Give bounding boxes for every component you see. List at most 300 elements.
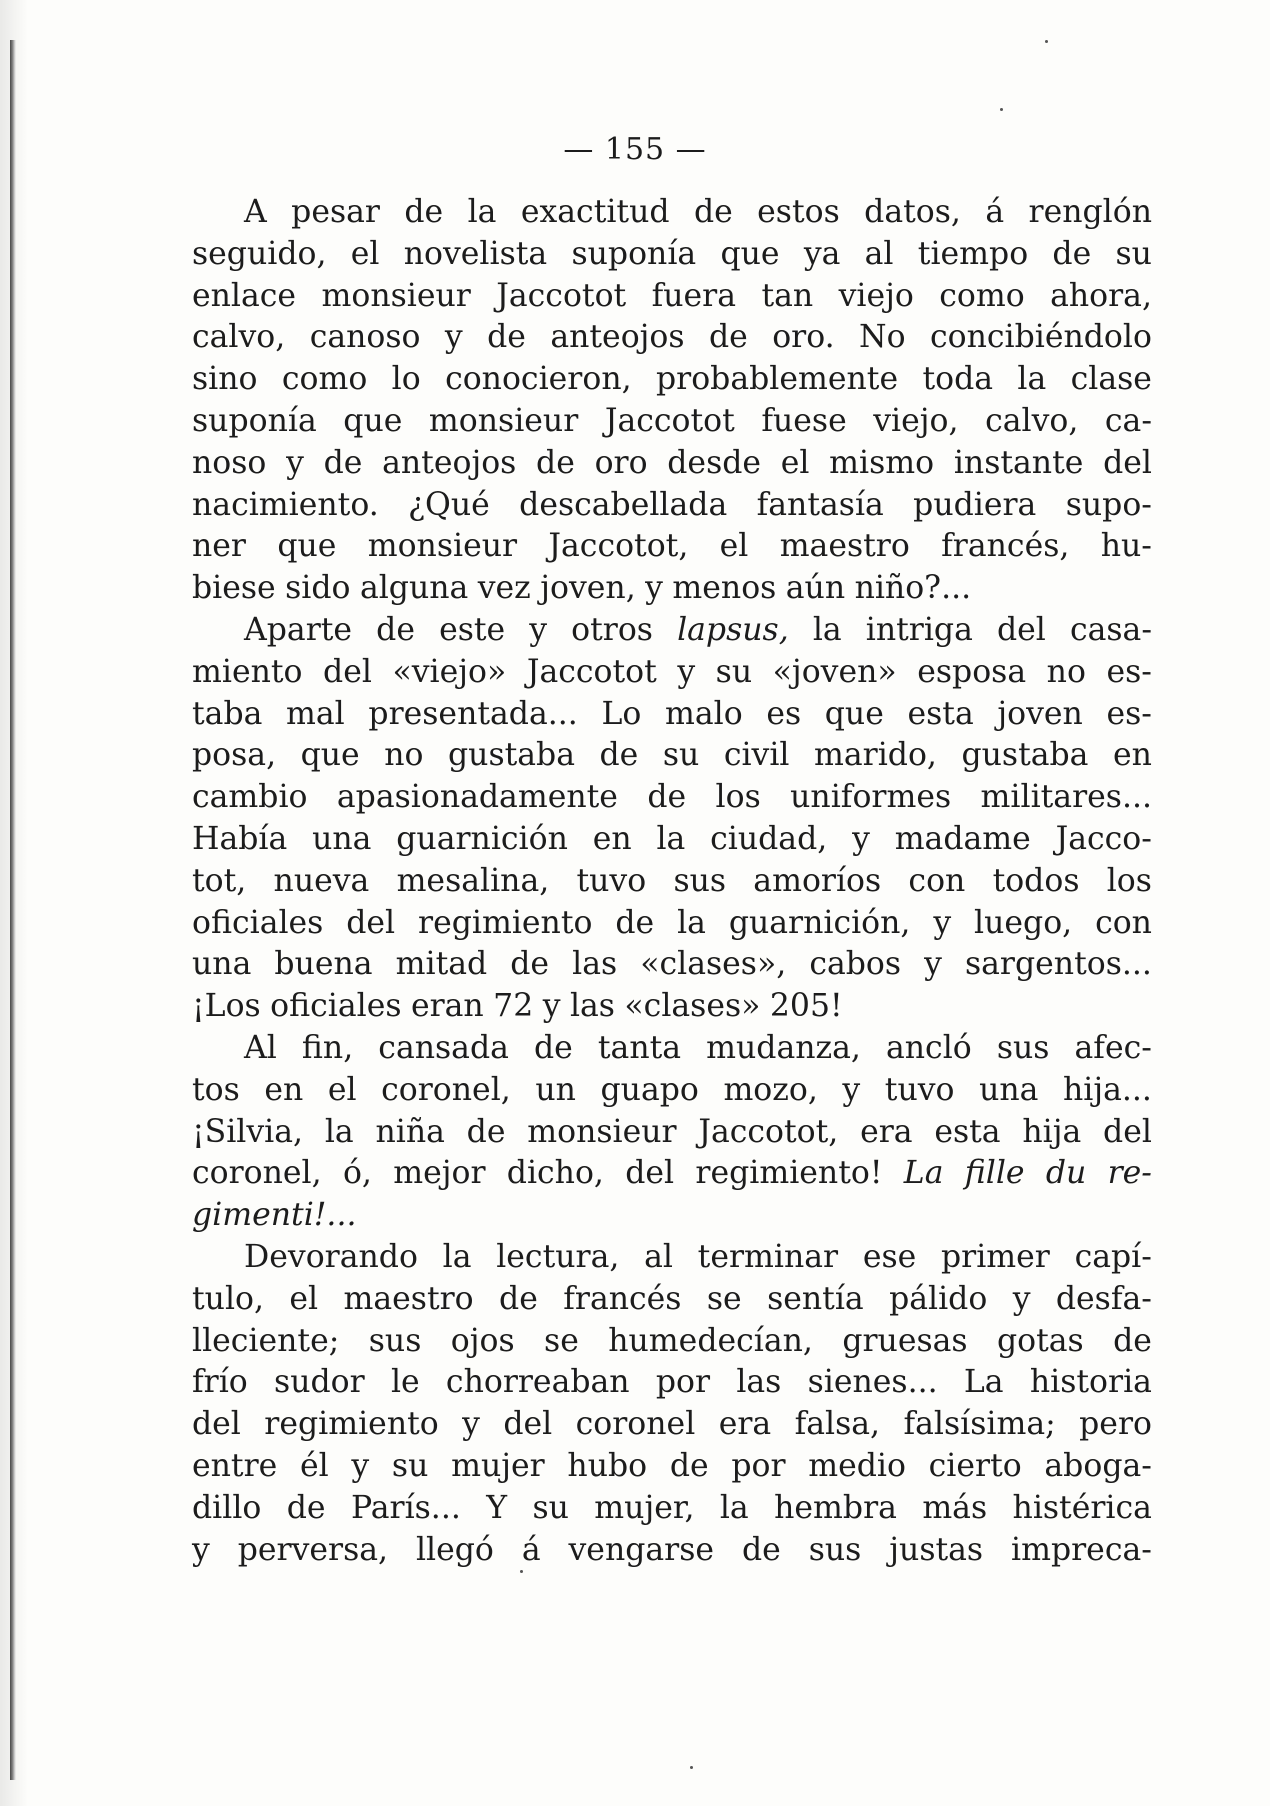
word: y	[677, 653, 696, 690]
word: las	[572, 946, 618, 983]
word: joven	[997, 695, 1083, 732]
word: lleciente;	[192, 1322, 340, 1359]
italic-word: du	[1045, 1155, 1087, 1192]
word: ojos	[450, 1322, 515, 1359]
word: por	[655, 1364, 711, 1401]
word: gotas	[996, 1322, 1084, 1359]
word: regimiento	[264, 1406, 439, 1443]
word: y	[924, 946, 942, 983]
word: viejo,	[873, 402, 959, 439]
word: pesar	[291, 194, 380, 230]
italic-word: fille	[964, 1155, 1025, 1192]
word: de	[1052, 235, 1092, 272]
word: ¡Los	[192, 988, 261, 1025]
word: de	[466, 1113, 506, 1150]
word: Jacco-	[1055, 820, 1152, 857]
word: La	[963, 1364, 1004, 1401]
word: niña	[375, 1113, 445, 1150]
text-line	[192, 359, 1152, 401]
word: fuera	[651, 277, 737, 314]
text-line	[192, 1070, 1152, 1112]
word: luego,	[974, 904, 1073, 941]
word: impreca-	[1011, 1531, 1152, 1568]
word: monsieur	[367, 528, 518, 565]
word: la	[719, 1489, 749, 1526]
word: la	[677, 904, 706, 941]
word: 205!	[769, 988, 843, 1025]
word: y	[529, 611, 548, 648]
word: mitad	[395, 946, 488, 983]
word: aún	[785, 570, 846, 607]
word: de	[323, 444, 363, 481]
word: con	[908, 862, 966, 899]
word: su	[715, 653, 753, 690]
word: dicho,	[506, 1155, 604, 1192]
word: él	[300, 1447, 329, 1484]
word: pudiera	[913, 486, 1037, 523]
word: se	[706, 1280, 742, 1317]
word: calvo,	[192, 319, 286, 356]
word: pálido	[889, 1280, 988, 1317]
word: concibiéndolo	[929, 319, 1152, 356]
word: el	[719, 528, 749, 565]
word: y	[444, 319, 463, 356]
word: de	[741, 1531, 781, 1568]
text-line	[192, 861, 1152, 903]
word: aboga-	[1044, 1447, 1152, 1484]
text-line	[192, 1195, 1152, 1237]
word: posa,	[192, 737, 277, 774]
word: es-	[1106, 695, 1152, 732]
word: de	[536, 444, 575, 481]
word: monsieur	[428, 402, 579, 439]
word: falsa,	[794, 1406, 881, 1443]
word: madame	[894, 820, 1031, 857]
word: Lo	[601, 695, 642, 732]
text-line	[192, 1279, 1152, 1321]
word: mujer,	[594, 1489, 695, 1526]
word: otros	[571, 611, 653, 648]
text-line	[192, 819, 1152, 861]
word: tiempo	[917, 235, 1029, 272]
word: mujer	[451, 1447, 545, 1484]
word: amoríos	[753, 862, 882, 899]
word: como	[939, 277, 1025, 314]
word: canoso	[309, 319, 421, 356]
word: conocieron,	[445, 361, 632, 398]
word: coronel	[575, 1406, 696, 1443]
word: del	[625, 1155, 675, 1192]
word: casa-	[1069, 611, 1152, 648]
word: vengarse	[568, 1531, 715, 1568]
word: histérica	[1012, 1489, 1152, 1526]
word: No	[859, 319, 906, 356]
word: tuvo	[576, 862, 647, 899]
text-line	[192, 1362, 1152, 1404]
text-line	[192, 1488, 1152, 1530]
paper-speck	[1045, 40, 1048, 43]
text-line	[192, 485, 1152, 527]
word: cabos	[809, 946, 902, 983]
word: regimiento	[418, 904, 593, 941]
word: novelista	[403, 235, 548, 272]
word: exactitud	[520, 194, 670, 230]
italic-word: lapsus,	[677, 611, 789, 648]
text-line	[192, 944, 1152, 986]
word: del	[996, 611, 1046, 648]
text-line	[192, 1112, 1152, 1154]
word: supo-	[1065, 486, 1152, 523]
word: biese	[192, 570, 276, 607]
word: tanta	[597, 1029, 682, 1066]
word: mozo,	[723, 1071, 818, 1108]
word: 72	[493, 988, 534, 1025]
word: tos	[192, 1071, 240, 1108]
text-line	[192, 735, 1152, 777]
word: militares...	[980, 779, 1152, 816]
word: de	[510, 946, 550, 983]
word: mejor	[393, 1155, 486, 1192]
word: afec-	[1074, 1029, 1152, 1066]
word: ese	[862, 1238, 917, 1275]
text-line	[192, 652, 1152, 694]
word: París...	[350, 1489, 461, 1526]
word: sargentos...	[964, 946, 1152, 983]
word: entre	[192, 1447, 278, 1484]
text-line	[192, 986, 1152, 1028]
word: del	[192, 1406, 241, 1443]
word: se	[544, 1322, 579, 1359]
word: le	[390, 1364, 420, 1401]
word: «clases»	[624, 988, 761, 1025]
word: y	[542, 988, 561, 1025]
word: y	[286, 444, 304, 481]
text-line	[192, 401, 1152, 443]
word: coronel,	[192, 1155, 322, 1192]
word: monsieur	[321, 277, 471, 314]
body-text	[192, 192, 1152, 1571]
word: al	[864, 235, 894, 272]
word: Al	[244, 1029, 277, 1066]
word: mismo	[829, 444, 935, 481]
word: y	[933, 904, 952, 941]
word: fuese	[761, 402, 847, 439]
word: mesalina,	[396, 862, 550, 899]
text-line	[192, 1530, 1152, 1572]
word: joven,	[540, 570, 636, 607]
word: la	[1017, 361, 1047, 398]
word: medio	[808, 1447, 906, 1484]
word: hembra	[774, 1489, 897, 1526]
word: renglón	[1028, 194, 1152, 230]
paper-speck	[690, 1766, 693, 1769]
word: por	[731, 1447, 786, 1484]
word: probablemente	[655, 361, 899, 398]
word: y	[351, 1447, 370, 1484]
word: y	[192, 1531, 210, 1568]
word: coronel,	[381, 1071, 511, 1108]
word: la	[656, 820, 686, 857]
word: maestro	[779, 528, 910, 565]
word: viejo	[838, 277, 914, 314]
word: monsieur	[527, 1113, 677, 1150]
word: es	[766, 695, 802, 732]
word: sentía	[767, 1280, 864, 1317]
binding-edge	[10, 40, 16, 1780]
text-line	[192, 234, 1152, 276]
word: perversa,	[237, 1531, 389, 1568]
word: el	[327, 1071, 357, 1108]
word: calvo,	[985, 402, 1079, 439]
word: en	[592, 820, 632, 857]
word: gustaba	[961, 737, 1089, 774]
word: historia	[1029, 1364, 1152, 1401]
word: sus	[368, 1322, 422, 1359]
word: suponía	[571, 235, 697, 272]
word: Y	[486, 1489, 508, 1526]
word: del	[346, 904, 396, 941]
paper-speck	[520, 1570, 523, 1573]
text-line	[192, 1153, 1152, 1195]
word: de	[599, 737, 639, 774]
word: mudanza,	[706, 1029, 861, 1066]
word: de	[669, 1447, 709, 1484]
word: sus	[673, 862, 727, 899]
word: primer	[941, 1238, 1050, 1275]
word: gruesas	[842, 1322, 968, 1359]
text-line	[192, 568, 1152, 610]
text-line	[192, 610, 1152, 652]
word: eran	[410, 988, 484, 1025]
word: llegó	[415, 1531, 494, 1568]
italic-word: La	[903, 1155, 944, 1192]
word: de	[533, 1029, 573, 1066]
word: desde	[667, 444, 762, 481]
word: miento	[192, 653, 303, 690]
word: los	[715, 779, 761, 816]
word: y	[462, 1406, 480, 1443]
word: cambio	[192, 779, 308, 816]
word: no	[384, 737, 424, 774]
word: y	[645, 570, 663, 607]
word: presentada...	[368, 695, 578, 732]
word: que	[824, 695, 884, 732]
text-line	[192, 1028, 1152, 1070]
word: cierto	[928, 1447, 1022, 1484]
italic-word: re-	[1107, 1155, 1152, 1192]
word: este	[439, 611, 506, 648]
word: clase	[1070, 361, 1152, 398]
text-line	[192, 1237, 1152, 1279]
word: á	[521, 1531, 541, 1568]
word: ¡Silvia,	[192, 1113, 304, 1150]
word: esta	[907, 695, 974, 732]
word: oficiales	[192, 904, 324, 941]
word: Devorando	[244, 1238, 418, 1275]
word: al	[644, 1238, 673, 1275]
word: frío	[192, 1364, 248, 1401]
word: el	[350, 235, 380, 272]
word: Jaccotot,	[548, 528, 689, 565]
word: ya	[803, 235, 841, 272]
word: lectura,	[496, 1238, 620, 1275]
word: y	[852, 820, 870, 857]
word: del	[1103, 1113, 1152, 1150]
word: Jaccotot,	[698, 1113, 839, 1150]
word: mal	[286, 695, 345, 732]
word: ahora,	[1050, 277, 1152, 314]
word: de	[693, 194, 733, 230]
word: gustaba	[448, 737, 575, 774]
word: que	[720, 235, 780, 272]
word: y	[842, 1071, 861, 1108]
word: intriga	[865, 611, 973, 648]
word: chorreaban	[445, 1364, 630, 1401]
word: era	[860, 1113, 913, 1150]
word: marido,	[814, 737, 937, 774]
word: suponía	[192, 402, 317, 439]
word: esposa	[917, 653, 1027, 690]
word: civil	[723, 737, 790, 774]
word: nacimiento.	[192, 486, 379, 523]
word: toda	[922, 361, 994, 398]
word: fin,	[301, 1029, 354, 1066]
word: con	[1095, 904, 1152, 941]
word: sienes...	[807, 1364, 938, 1401]
word: era	[718, 1406, 772, 1443]
word: falsísima;	[903, 1406, 1056, 1443]
word: tan	[761, 277, 814, 314]
word: maestro	[343, 1280, 474, 1317]
word: cansada	[378, 1029, 509, 1066]
word: ancló	[885, 1029, 972, 1066]
word: oro.	[772, 319, 835, 356]
word: «clases»,	[640, 946, 787, 983]
word: tuvo	[884, 1071, 955, 1108]
word: datos,	[864, 194, 961, 230]
word: hubo	[567, 1447, 648, 1484]
word: los	[1106, 862, 1152, 899]
page-number: — 155 —	[563, 132, 707, 167]
word: hija	[1022, 1113, 1082, 1150]
word: Jaccotot	[604, 402, 735, 439]
word: Había	[192, 820, 288, 857]
word: capí-	[1074, 1238, 1152, 1275]
text-line	[192, 777, 1152, 819]
word: uniformes	[790, 779, 952, 816]
word: regimiento!	[695, 1155, 883, 1192]
word: sus	[996, 1029, 1050, 1066]
word: Aparte	[244, 611, 353, 648]
text-line	[192, 317, 1152, 359]
text-line	[192, 526, 1152, 568]
text-line	[192, 1404, 1152, 1446]
word: un	[535, 1071, 576, 1108]
word: de	[647, 779, 687, 816]
word: de	[615, 904, 655, 941]
word: de	[499, 1280, 538, 1317]
word: anteojos	[550, 319, 685, 356]
word: sudor	[274, 1364, 365, 1401]
word: no	[1046, 653, 1086, 690]
word: Jaccotot	[496, 277, 627, 314]
word: niño?...	[854, 570, 972, 607]
word: su	[1115, 235, 1152, 272]
word: del	[323, 653, 372, 690]
word: seguido,	[192, 235, 327, 272]
word: la	[442, 1238, 472, 1275]
word: en	[1112, 737, 1152, 774]
word: vez	[477, 570, 531, 607]
word: las	[736, 1364, 782, 1401]
word: anteojos	[382, 444, 517, 481]
word: noso	[192, 444, 267, 481]
word: esta	[934, 1113, 1001, 1150]
word: taba	[192, 695, 263, 732]
word: el	[289, 1280, 319, 1317]
word: de	[708, 319, 748, 356]
text-line	[192, 443, 1152, 485]
word: de	[404, 194, 444, 230]
word: de	[376, 611, 415, 648]
word: de	[1113, 1322, 1152, 1359]
word: francés,	[941, 528, 1070, 565]
word: «viejo»	[392, 653, 507, 690]
word: sido	[285, 570, 351, 607]
text-line	[192, 694, 1152, 736]
word: tot,	[192, 862, 247, 899]
word: más	[922, 1489, 988, 1526]
word: sino	[192, 361, 258, 398]
word: del	[1103, 444, 1152, 481]
word: descabellada	[519, 486, 728, 523]
word: la	[467, 194, 497, 230]
text-line	[192, 1446, 1152, 1488]
word: la	[812, 611, 842, 648]
word: tulo,	[192, 1280, 264, 1317]
paper-speck	[1000, 108, 1003, 111]
word: oficiales	[270, 988, 402, 1025]
word: enlace	[192, 277, 297, 314]
text-line	[192, 276, 1152, 318]
word: las	[569, 988, 615, 1025]
word: lo	[391, 361, 421, 398]
word: Jaccotot	[526, 653, 657, 690]
text-line	[192, 192, 1152, 234]
word: guarnición	[396, 820, 568, 857]
word: la	[324, 1113, 354, 1150]
word: francés	[563, 1280, 682, 1317]
word: el	[780, 444, 810, 481]
text-line	[192, 1321, 1152, 1363]
word: guapo	[600, 1071, 699, 1108]
word: pero	[1079, 1406, 1152, 1443]
word: ¿Qué	[408, 486, 490, 523]
word: justas	[889, 1531, 984, 1568]
word: «joven»	[772, 653, 897, 690]
word: apasionadamente	[336, 779, 618, 816]
word: de	[286, 1489, 326, 1526]
word: una	[192, 946, 252, 983]
word: ca-	[1104, 402, 1152, 439]
word: estos	[757, 194, 840, 230]
word: que	[300, 737, 360, 774]
word: menos	[672, 570, 777, 607]
word: y	[1012, 1280, 1031, 1317]
word: ó,	[342, 1155, 372, 1192]
word: malo	[664, 695, 743, 732]
word: hu-	[1100, 528, 1152, 565]
